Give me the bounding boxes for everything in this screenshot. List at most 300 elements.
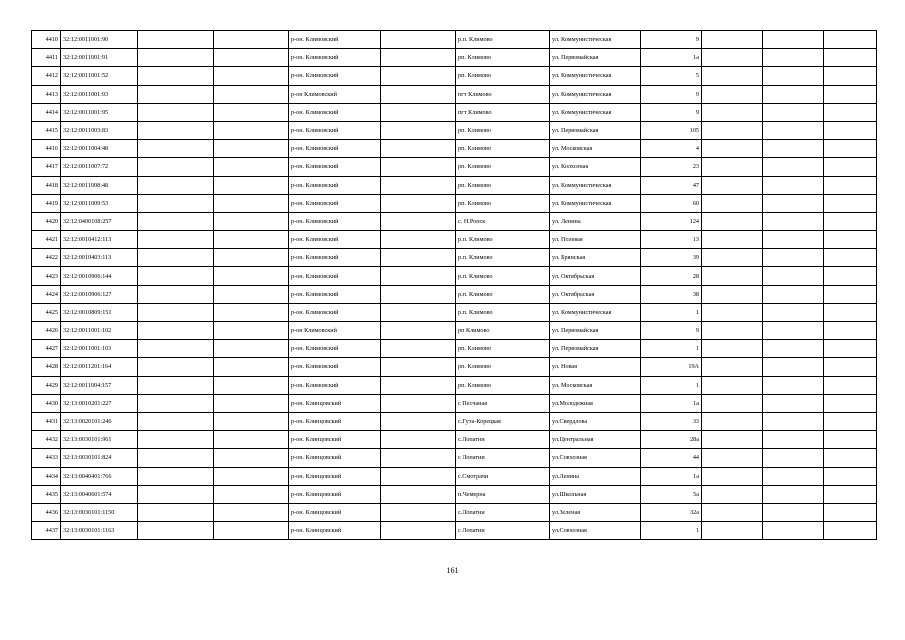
empty-cell (214, 231, 289, 249)
empty-cell (763, 285, 824, 303)
house-number-cell: 1а (641, 467, 702, 485)
empty-cell (763, 322, 824, 340)
row-number-cell: 4413 (32, 85, 61, 103)
empty-cell (763, 194, 824, 212)
empty-cell (702, 158, 763, 176)
row-number-cell: 4433 (32, 449, 61, 467)
empty-cell (824, 103, 877, 121)
empty-cell (702, 267, 763, 285)
locality-cell: с. Н.Ропск (456, 212, 550, 230)
row-number-cell: 4436 (32, 503, 61, 521)
empty-cell (763, 358, 824, 376)
empty-cell (824, 412, 877, 430)
locality-cell: с.Лопатни (456, 431, 550, 449)
table-row (32, 121, 877, 139)
street-cell: ул. Московская (550, 140, 641, 158)
cadastral-number-cell: 32:12:0010403:113 (61, 249, 138, 267)
empty-cell (824, 467, 877, 485)
empty-cell (702, 358, 763, 376)
empty-cell (763, 522, 824, 540)
cadastral-number-cell: 32:12:0011201:164 (61, 358, 138, 376)
row-number-cell: 4430 (32, 394, 61, 412)
empty-cell (138, 85, 214, 103)
empty-cell (763, 103, 824, 121)
street-cell: ул. Октябрьская (550, 285, 641, 303)
empty-cell (824, 176, 877, 194)
district-cell: р-он. Климовский (289, 31, 381, 49)
empty-cell (381, 176, 456, 194)
empty-cell (214, 303, 289, 321)
house-number-cell: 13 (641, 231, 702, 249)
empty-cell (824, 322, 877, 340)
empty-cell (702, 121, 763, 139)
table-row (32, 503, 877, 521)
empty-cell (702, 194, 763, 212)
empty-cell (702, 431, 763, 449)
cadastral-number-cell: 32:12:0011001:103 (61, 340, 138, 358)
locality-cell: р.п. Климово (456, 249, 550, 267)
street-cell: ул.Совхозная (550, 522, 641, 540)
street-cell: ул. Первомайская (550, 49, 641, 67)
table-row (32, 522, 877, 540)
street-cell: ул. Коммунистическая (550, 103, 641, 121)
cadastral-number-cell: 32:12:0010809:151 (61, 303, 138, 321)
house-number-cell: 9 (641, 322, 702, 340)
empty-cell (824, 249, 877, 267)
empty-cell (763, 376, 824, 394)
table-row (32, 140, 877, 158)
district-cell: р-он. Климовский (289, 67, 381, 85)
district-cell: р-он Климовский (289, 85, 381, 103)
empty-cell (214, 394, 289, 412)
row-number-cell: 4420 (32, 212, 61, 230)
empty-cell (763, 67, 824, 85)
table-row (32, 249, 877, 267)
cadastral-number-cell: 32:12:0011001:90 (61, 31, 138, 49)
district-cell: р-он. Климовский (289, 49, 381, 67)
empty-cell (763, 140, 824, 158)
cadastral-number-cell: 32:12:0011001:95 (61, 103, 138, 121)
district-cell: р-он. Клинцовский (289, 394, 381, 412)
empty-cell (763, 503, 824, 521)
empty-cell (214, 412, 289, 430)
empty-cell (381, 212, 456, 230)
empty-cell (702, 249, 763, 267)
empty-cell (138, 467, 214, 485)
empty-cell (381, 231, 456, 249)
row-number-cell: 4427 (32, 340, 61, 358)
empty-cell (763, 49, 824, 67)
table-row (32, 376, 877, 394)
empty-cell (214, 267, 289, 285)
table-row (32, 158, 877, 176)
empty-cell (763, 231, 824, 249)
locality-cell: с.Гута-Корецкая (456, 412, 550, 430)
row-number-cell: 4422 (32, 249, 61, 267)
empty-cell (138, 212, 214, 230)
empty-cell (138, 267, 214, 285)
street-cell: ул.Зеленая (550, 503, 641, 521)
house-number-cell: 32а (641, 503, 702, 521)
cadastral-number-cell: 32:12:0011004:48 (61, 140, 138, 158)
property-registry-table (31, 30, 877, 540)
empty-cell (702, 67, 763, 85)
cadastral-number-cell: 32:13:0040601:574 (61, 485, 138, 503)
empty-cell (214, 158, 289, 176)
house-number-cell: 1а (641, 394, 702, 412)
house-number-cell: 4 (641, 140, 702, 158)
row-number-cell: 4417 (32, 158, 61, 176)
district-cell: р-он. Климовский (289, 376, 381, 394)
empty-cell (824, 449, 877, 467)
empty-cell (381, 31, 456, 49)
street-cell: ул. Московская (550, 376, 641, 394)
locality-cell: р.п. Климово (456, 231, 550, 249)
cadastral-number-cell: 32:12:0011004:157 (61, 376, 138, 394)
district-cell: р-он. Климовский (289, 285, 381, 303)
empty-cell (214, 522, 289, 540)
empty-cell (214, 376, 289, 394)
empty-cell (138, 103, 214, 121)
locality-cell: рп Климово (456, 322, 550, 340)
table-row (32, 194, 877, 212)
locality-cell: р.п. Климово (456, 31, 550, 49)
district-cell: р-он Климовский (289, 322, 381, 340)
empty-cell (763, 431, 824, 449)
district-cell: р-он. Климовский (289, 103, 381, 121)
district-cell: р-он. Клинцовский (289, 467, 381, 485)
empty-cell (763, 267, 824, 285)
empty-cell (214, 340, 289, 358)
empty-cell (763, 212, 824, 230)
house-number-cell: 5 (641, 67, 702, 85)
cadastral-number-cell: 32:13:0030101:961 (61, 431, 138, 449)
empty-cell (763, 340, 824, 358)
row-number-cell: 4419 (32, 194, 61, 212)
cadastral-number-cell: 32:12:0011003:83 (61, 121, 138, 139)
empty-cell (214, 103, 289, 121)
table-row (32, 85, 877, 103)
empty-cell (702, 103, 763, 121)
empty-cell (763, 31, 824, 49)
cadastral-number-cell: 32:12:0011007:72 (61, 158, 138, 176)
empty-cell (214, 176, 289, 194)
street-cell: ул.Свердлова (550, 412, 641, 430)
empty-cell (824, 303, 877, 321)
empty-cell (381, 412, 456, 430)
table-row (32, 285, 877, 303)
table-row (32, 449, 877, 467)
district-cell: р-он. Климовский (289, 212, 381, 230)
locality-cell: с Лопатни (456, 449, 550, 467)
row-number-cell: 4429 (32, 376, 61, 394)
empty-cell (214, 49, 289, 67)
empty-cell (138, 322, 214, 340)
row-number-cell: 4412 (32, 67, 61, 85)
locality-cell: с.Смотрачи (456, 467, 550, 485)
empty-cell (824, 431, 877, 449)
empty-cell (824, 31, 877, 49)
empty-cell (214, 358, 289, 376)
empty-cell (702, 522, 763, 540)
empty-cell (138, 158, 214, 176)
empty-cell (702, 322, 763, 340)
locality-cell: пгт Климово (456, 85, 550, 103)
empty-cell (214, 485, 289, 503)
empty-cell (214, 140, 289, 158)
district-cell: р-он. Климовский (289, 340, 381, 358)
empty-cell (824, 503, 877, 521)
empty-cell (138, 31, 214, 49)
empty-cell (381, 158, 456, 176)
street-cell: ул. Ленина (550, 212, 641, 230)
locality-cell: пгт Климово (456, 103, 550, 121)
locality-cell: р.п. Климово (456, 303, 550, 321)
district-cell: р-он. Климовский (289, 140, 381, 158)
empty-cell (138, 485, 214, 503)
empty-cell (763, 449, 824, 467)
empty-cell (381, 285, 456, 303)
empty-cell (214, 212, 289, 230)
table-row (32, 358, 877, 376)
cadastral-number-cell: 32:13:0040401:766 (61, 467, 138, 485)
empty-cell (763, 176, 824, 194)
district-cell: р-он. Клинцовский (289, 412, 381, 430)
empty-cell (381, 358, 456, 376)
locality-cell: рп. Климово (456, 194, 550, 212)
empty-cell (138, 522, 214, 540)
empty-cell (702, 285, 763, 303)
house-number-cell: 105 (641, 121, 702, 139)
empty-cell (381, 376, 456, 394)
district-cell: р-он. Климовский (289, 121, 381, 139)
row-number-cell: 4431 (32, 412, 61, 430)
table-row (32, 31, 877, 49)
empty-cell (381, 67, 456, 85)
district-cell: р-он. Клинцовский (289, 522, 381, 540)
street-cell: ул. Первомайская (550, 322, 641, 340)
street-cell: ул.Школьная (550, 485, 641, 503)
cadastral-number-cell: 32:12:0010906:144 (61, 267, 138, 285)
empty-cell (763, 85, 824, 103)
empty-cell (702, 231, 763, 249)
empty-cell (824, 212, 877, 230)
cadastral-number-cell: 32:12:0011001:91 (61, 49, 138, 67)
empty-cell (824, 140, 877, 158)
empty-cell (214, 67, 289, 85)
cadastral-number-cell: 32:13:0030101:1150 (61, 503, 138, 521)
locality-cell: с Песчаная (456, 394, 550, 412)
district-cell: р-он. Климовский (289, 194, 381, 212)
empty-cell (763, 303, 824, 321)
empty-cell (702, 303, 763, 321)
empty-cell (702, 85, 763, 103)
locality-cell: рп. Климово (456, 140, 550, 158)
empty-cell (138, 176, 214, 194)
street-cell: ул.Совхозная (550, 449, 641, 467)
house-number-cell: 38 (641, 285, 702, 303)
empty-cell (702, 212, 763, 230)
house-number-cell: 9 (641, 31, 702, 49)
empty-cell (381, 431, 456, 449)
table-row (32, 340, 877, 358)
row-number-cell: 4435 (32, 485, 61, 503)
street-cell: ул. Коммунистическая (550, 194, 641, 212)
empty-cell (381, 49, 456, 67)
empty-cell (824, 340, 877, 358)
empty-cell (381, 522, 456, 540)
empty-cell (824, 522, 877, 540)
empty-cell (702, 176, 763, 194)
district-cell: р-он. Климовский (289, 231, 381, 249)
row-number-cell: 4416 (32, 140, 61, 158)
empty-cell (138, 394, 214, 412)
empty-cell (381, 394, 456, 412)
empty-cell (138, 431, 214, 449)
empty-cell (824, 85, 877, 103)
empty-cell (138, 121, 214, 139)
table-row (32, 431, 877, 449)
locality-cell: с Лопатни (456, 522, 550, 540)
empty-cell (138, 140, 214, 158)
cadastral-number-cell: 32:12:0011001:102 (61, 322, 138, 340)
house-number-cell: 47 (641, 176, 702, 194)
empty-cell (214, 322, 289, 340)
table-row (32, 322, 877, 340)
empty-cell (702, 49, 763, 67)
empty-cell (138, 358, 214, 376)
empty-cell (702, 140, 763, 158)
empty-cell (381, 340, 456, 358)
row-number-cell: 4437 (32, 522, 61, 540)
empty-cell (138, 231, 214, 249)
house-number-cell: 124 (641, 212, 702, 230)
street-cell: ул. Новая (550, 358, 641, 376)
empty-cell (381, 140, 456, 158)
district-cell: р-он. Климовский (289, 158, 381, 176)
empty-cell (824, 67, 877, 85)
table-row (32, 267, 877, 285)
empty-cell (138, 303, 214, 321)
empty-cell (214, 85, 289, 103)
street-cell: ул. Коммунистическая (550, 67, 641, 85)
cadastral-number-cell: 32:12:0011001:52 (61, 67, 138, 85)
cadastral-number-cell: 32:12:0011008:48 (61, 176, 138, 194)
empty-cell (824, 231, 877, 249)
table-row (32, 394, 877, 412)
empty-cell (763, 485, 824, 503)
locality-cell: рп. Климово (456, 49, 550, 67)
table-row (32, 103, 877, 121)
empty-cell (702, 340, 763, 358)
empty-cell (214, 431, 289, 449)
district-cell: р-он. Клинцовский (289, 431, 381, 449)
table-body (32, 31, 877, 540)
empty-cell (381, 467, 456, 485)
empty-cell (381, 121, 456, 139)
street-cell: ул. Коммунистическая (550, 31, 641, 49)
street-cell: ул.Ленина (550, 467, 641, 485)
house-number-cell: 9 (641, 103, 702, 121)
cadastral-number-cell: 32:13:0030101:824 (61, 449, 138, 467)
cadastral-number-cell: 32:13:0020101:246 (61, 412, 138, 430)
empty-cell (763, 158, 824, 176)
empty-cell (824, 285, 877, 303)
house-number-cell: 9 (641, 85, 702, 103)
street-cell: ул. Октябрьская (550, 267, 641, 285)
empty-cell (381, 503, 456, 521)
empty-cell (702, 376, 763, 394)
empty-cell (214, 249, 289, 267)
row-number-cell: 4423 (32, 267, 61, 285)
empty-cell (824, 194, 877, 212)
empty-cell (763, 467, 824, 485)
empty-cell (763, 412, 824, 430)
empty-cell (381, 249, 456, 267)
cadastral-number-cell: 32:12:0010906:127 (61, 285, 138, 303)
empty-cell (214, 285, 289, 303)
locality-cell: рп. Климово (456, 121, 550, 139)
empty-cell (381, 194, 456, 212)
house-number-cell: 1 (641, 340, 702, 358)
empty-cell (214, 467, 289, 485)
empty-cell (138, 376, 214, 394)
row-number-cell: 4410 (32, 31, 61, 49)
street-cell: ул. Первомайская (550, 121, 641, 139)
district-cell: р-он. Климовский (289, 303, 381, 321)
street-cell: ул. Полевая (550, 231, 641, 249)
district-cell: р-он. Климовский (289, 249, 381, 267)
street-cell: ул.Молодежная (550, 394, 641, 412)
empty-cell (824, 358, 877, 376)
house-number-cell: 1а (641, 49, 702, 67)
house-number-cell: 1 (641, 303, 702, 321)
cadastral-number-cell: 32:12:0011009:53 (61, 194, 138, 212)
table-row (32, 176, 877, 194)
street-cell: ул. Коммунистическая (550, 303, 641, 321)
row-number-cell: 4426 (32, 322, 61, 340)
cadastral-number-cell: 32:12:0400108:257 (61, 212, 138, 230)
empty-cell (702, 503, 763, 521)
locality-cell: рп. Климово (456, 340, 550, 358)
empty-cell (138, 412, 214, 430)
empty-cell (138, 449, 214, 467)
empty-cell (824, 394, 877, 412)
empty-cell (824, 121, 877, 139)
house-number-cell: 60 (641, 194, 702, 212)
house-number-cell: 1 (641, 522, 702, 540)
empty-cell (138, 340, 214, 358)
empty-cell (824, 485, 877, 503)
empty-cell (824, 376, 877, 394)
row-number-cell: 4425 (32, 303, 61, 321)
empty-cell (702, 394, 763, 412)
row-number-cell: 4424 (32, 285, 61, 303)
table-row (32, 485, 877, 503)
district-cell: р-он. Клинцовский (289, 449, 381, 467)
empty-cell (702, 449, 763, 467)
empty-cell (214, 194, 289, 212)
house-number-cell: 33 (641, 412, 702, 430)
empty-cell (702, 485, 763, 503)
locality-cell: р.п. Климово (456, 285, 550, 303)
empty-cell (702, 412, 763, 430)
street-cell: ул. Колхозная (550, 158, 641, 176)
table-row (32, 212, 877, 230)
locality-cell: рп. Климово (456, 358, 550, 376)
page-number: 161 (446, 566, 459, 575)
street-cell: ул. Брянская (550, 249, 641, 267)
